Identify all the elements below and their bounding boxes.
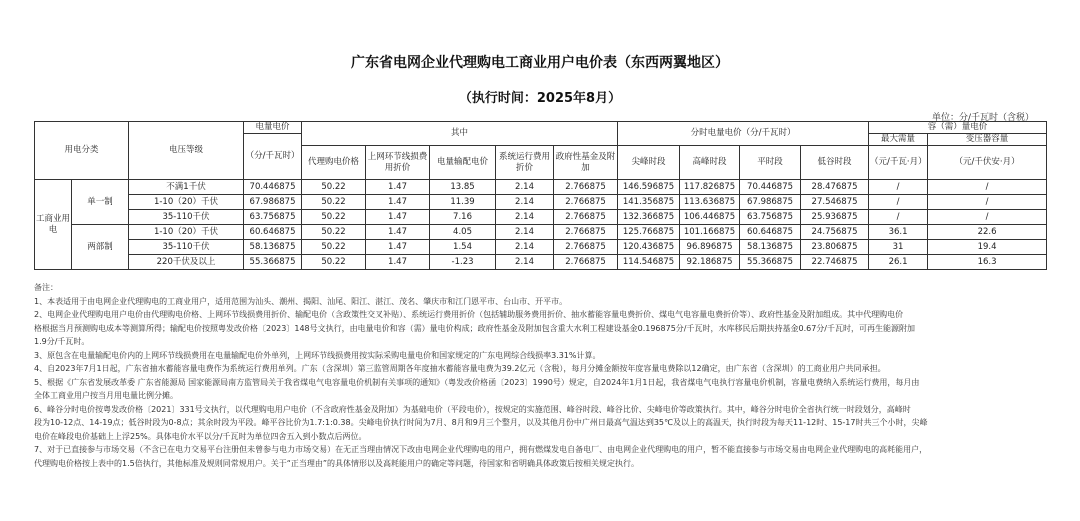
note-line: 电价在峰段电价基础上上浮25%。具体电价水平以分/千瓦时为单位四舍五入到小数点后两位。 <box>34 431 367 441</box>
cell-demand: / <box>869 210 928 225</box>
price-table <box>34 121 1047 270</box>
cell-sharp: 141.356875 <box>618 195 680 210</box>
table-row <box>35 255 1047 270</box>
document-title: 广东省电网企业代理购电工商业用户电价表（东西两翼地区） <box>351 55 729 71</box>
cell-peak: 113.636875 <box>680 195 740 210</box>
cell-transformer: 22.6 <box>928 225 1047 240</box>
header-transformer: 变压器容量 <box>928 134 1047 146</box>
header-valley: 低谷时段 <box>801 146 869 180</box>
cell-flat: 63.756875 <box>740 210 801 225</box>
header-transmission: 电量输配电价 <box>430 146 496 180</box>
header-max-demand-unit: （元/千瓦·月） <box>869 146 928 180</box>
cell-transformer: 16.3 <box>928 255 1047 270</box>
header-among: 其中 <box>302 122 618 146</box>
note-line: 3、原包含在电量输配电价内的上网环节线损费用在电量输配电价外单列，上网环节线损费用按实际采购电量电价和国家规定的广东电网综合线损率3.31%计算。 <box>34 350 601 360</box>
cell-agency: 50.22 <box>302 195 366 210</box>
cell-sys: 2.14 <box>496 255 554 270</box>
note-line: 备注： <box>34 283 58 292</box>
header-system-cost: 系统运行费用折价 <box>496 146 554 180</box>
table-row <box>35 225 1047 240</box>
header-voltage: 电压等级 <box>129 122 244 180</box>
cell-transformer: / <box>928 195 1047 210</box>
cell-demand: / <box>869 195 928 210</box>
cell-energy: 55.366875 <box>244 255 302 270</box>
header-flat: 平时段 <box>740 146 801 180</box>
unit-note: 单位：分/千瓦时（含税） <box>931 113 1034 123</box>
cell-fund: 2.766875 <box>554 255 618 270</box>
cell-fund: 2.766875 <box>554 240 618 255</box>
cell-flat: 58.136875 <box>740 240 801 255</box>
cell-valley: 24.756875 <box>801 225 869 240</box>
cell-sharp: 114.546875 <box>618 255 680 270</box>
cell-loss: 1.47 <box>366 255 430 270</box>
cell-fund: 2.766875 <box>554 225 618 240</box>
note-line: 格根据当月预测购电成本等测算所得；输配电价按照粤发改价格〔2023〕148号文执行，由电量电价和容（需）量电价构成；政府性基金及附加包含重大水利工程建设基金0.196875分/千瓦时，水库移民后期扶持基金0.67分/千瓦时，可再生能源附加 <box>34 323 915 333</box>
cell-peak: 117.826875 <box>680 180 740 195</box>
cell-valley: 28.476875 <box>801 180 869 195</box>
note-line: 1、本表适用于由电网企业代理购电的工商业用户，适用范围为汕头、潮州、揭阳、汕尾、阳江、湛江、茂名、肇庆市和江门恩平市、台山市、开平市。 <box>34 296 568 306</box>
cell-loss: 1.47 <box>366 195 430 210</box>
header-category: 用电分类 <box>35 122 129 180</box>
note-line: 5、根据《广东省发展改革委 广东省能源局 国家能源局南方监管局关于我省煤电气电容量电价机制有关事项的通知》（粤发改价格函〔2023〕1990号）规定，自2024年1月1日起，我省煤电气电执行容量电价机制，容量电费纳入系统运行费用，每月由 <box>34 377 920 387</box>
header-energy-price: 电量电价 <box>244 122 302 134</box>
cell-agency: 50.22 <box>302 240 366 255</box>
cell-peak: 96.896875 <box>680 240 740 255</box>
header-tou: 分时电量电价（分/千瓦时） <box>618 122 869 146</box>
note-line: 7、对于已直接参与市场交易（不含已在电力交易平台注册但未曾参与电力市场交易）在无正当理由情况下改由电网企业代理购电的用户，拥有燃煤发电自备电厂、由电网企业代理购电的用户，暂不能直接参与市场交易由电网企业代理购电的高耗能用户， <box>34 445 928 454</box>
header-capacity: 容（需）量电价 <box>869 122 1047 134</box>
note-line: 段为10-12点、14-19点；低谷时段为0-8点；其余时段为平段。峰平谷比价为1.7:1:0.38。尖峰电价执行时间为7月、8月和9月三个整月，以及其他月份中广州日最高气温达到35℃及以上的高温天，执行时段为每天11-12时、15-17时共三个小时，尖峰 <box>34 418 928 427</box>
header-agency-price: 代理购电价格 <box>302 146 366 180</box>
cell-sharp: 146.596875 <box>618 180 680 195</box>
cell-valley: 25.936875 <box>801 210 869 225</box>
cell-sys: 2.14 <box>496 210 554 225</box>
cell-trans: 13.85 <box>430 180 496 195</box>
cell-agency: 50.22 <box>302 210 366 225</box>
cell-sharp: 125.766875 <box>618 225 680 240</box>
table-row <box>35 240 1047 255</box>
header-max-demand: 最大需量 <box>869 134 928 146</box>
cell-demand: / <box>869 180 928 195</box>
note-line: 2、电网企业代理购电用户电价由代理购电价格、上网环节线损费用折价、输配电价（含政策性交叉补贴）、系统运行费用折价（包括辅助服务费用折价、抽水蓄能容量电费折价、煤电气电容量电费折价等）、政府性基金及附加组成。其中代理购电价 <box>34 310 904 319</box>
cell-voltage: 220千伏及以上 <box>129 255 244 270</box>
cell-loss: 1.47 <box>366 180 430 195</box>
note-line: 代理购电价格按上表中的1.5倍执行，其他标准及规则同常规用户。关于“正当理由”的具体情形以及高耗能用户的确定等问题，待国家和省明确具体政策后按相关规定执行。 <box>34 458 640 468</box>
group-label: 工商业用电 <box>35 180 72 270</box>
cell-sharp: 132.366875 <box>618 210 680 225</box>
cell-loss: 1.47 <box>366 210 430 225</box>
cell-energy: 70.446875 <box>244 180 302 195</box>
header-line-loss: 上网环节线损费用折价 <box>366 146 430 180</box>
note-line: 4、自2023年7月1日起，广东省抽水蓄能容量电费作为系统运行费用单列。广东（含深圳）第三监管周期各年度抽水蓄能容量电费为39.2亿元（含税），每月分摊金额按年度容量电费除以12确定，由广东省（含深圳）的工商业用户共同承担。 <box>34 364 886 373</box>
cell-voltage: 35-110千伏 <box>129 210 244 225</box>
cell-trans: 7.16 <box>430 210 496 225</box>
cell-agency: 50.22 <box>302 225 366 240</box>
cell-fund: 2.766875 <box>554 195 618 210</box>
cell-transformer: / <box>928 210 1047 225</box>
table-row <box>35 195 1047 210</box>
cell-trans: 1.54 <box>430 240 496 255</box>
cell-fund: 2.766875 <box>554 180 618 195</box>
cell-transformer: / <box>928 180 1047 195</box>
cell-sharp: 120.436875 <box>618 240 680 255</box>
cell-flat: 60.646875 <box>740 225 801 240</box>
cell-sys: 2.14 <box>496 225 554 240</box>
subgroup-label: 单一制 <box>72 180 129 225</box>
cell-energy: 67.986875 <box>244 195 302 210</box>
cell-sys: 2.14 <box>496 180 554 195</box>
cell-trans: 4.05 <box>430 225 496 240</box>
cell-transformer: 19.4 <box>928 240 1047 255</box>
cell-flat: 55.366875 <box>740 255 801 270</box>
cell-peak: 106.446875 <box>680 210 740 225</box>
cell-sys: 2.14 <box>496 195 554 210</box>
header-gov-fund: 政府性基金及附加 <box>554 146 618 180</box>
cell-voltage: 不满1千伏 <box>129 180 244 195</box>
table-body <box>35 180 1047 270</box>
header-transformer-unit: （元/千伏安·月） <box>928 146 1047 180</box>
cell-trans: 11.39 <box>430 195 496 210</box>
cell-valley: 27.546875 <box>801 195 869 210</box>
cell-peak: 101.166875 <box>680 225 740 240</box>
table-row <box>35 210 1047 225</box>
cell-energy: 63.756875 <box>244 210 302 225</box>
cell-agency: 50.22 <box>302 255 366 270</box>
cell-flat: 67.986875 <box>740 195 801 210</box>
cell-energy: 58.136875 <box>244 240 302 255</box>
cell-demand: 31 <box>869 240 928 255</box>
cell-voltage: 35-110千伏 <box>129 240 244 255</box>
header-energy-unit: （分/千瓦时） <box>244 134 302 180</box>
cell-peak: 92.186875 <box>680 255 740 270</box>
cell-flat: 70.446875 <box>740 180 801 195</box>
cell-valley: 22.746875 <box>801 255 869 270</box>
note-line: 全体工商业用户按当月用电量比例分摊。 <box>34 391 178 400</box>
cell-loss: 1.47 <box>366 240 430 255</box>
header-peak: 高峰时段 <box>680 146 740 180</box>
cell-valley: 23.806875 <box>801 240 869 255</box>
cell-energy: 60.646875 <box>244 225 302 240</box>
cell-agency: 50.22 <box>302 180 366 195</box>
note-line: 6、峰谷分时电价按粤发改价格〔2021〕331号文执行，以代理购电用户电价（不含政府性基金及附加）为基础电价（平段电价），按规定的实施范围、峰谷时段、峰谷比价、尖峰电价等政策执行。其中，峰谷分时电价全省执行统一时段划分，高峰时 <box>34 404 911 414</box>
notes <box>34 281 1046 470</box>
cell-fund: 2.766875 <box>554 210 618 225</box>
cell-sys: 2.14 <box>496 240 554 255</box>
cell-trans: -1.23 <box>430 255 496 270</box>
document-subtitle: （执行时间：2025年8月） <box>458 91 622 106</box>
note-line: 1.9分/千瓦时。 <box>34 337 90 346</box>
header-peak-sharp: 尖峰时段 <box>618 146 680 180</box>
cell-voltage: 1-10（20）千伏 <box>129 225 244 240</box>
subgroup-label: 两部制 <box>72 225 129 270</box>
cell-voltage: 1-10（20）千伏 <box>129 195 244 210</box>
table-row <box>35 180 1047 195</box>
cell-demand: 36.1 <box>869 225 928 240</box>
cell-loss: 1.47 <box>366 225 430 240</box>
cell-demand: 26.1 <box>869 255 928 270</box>
